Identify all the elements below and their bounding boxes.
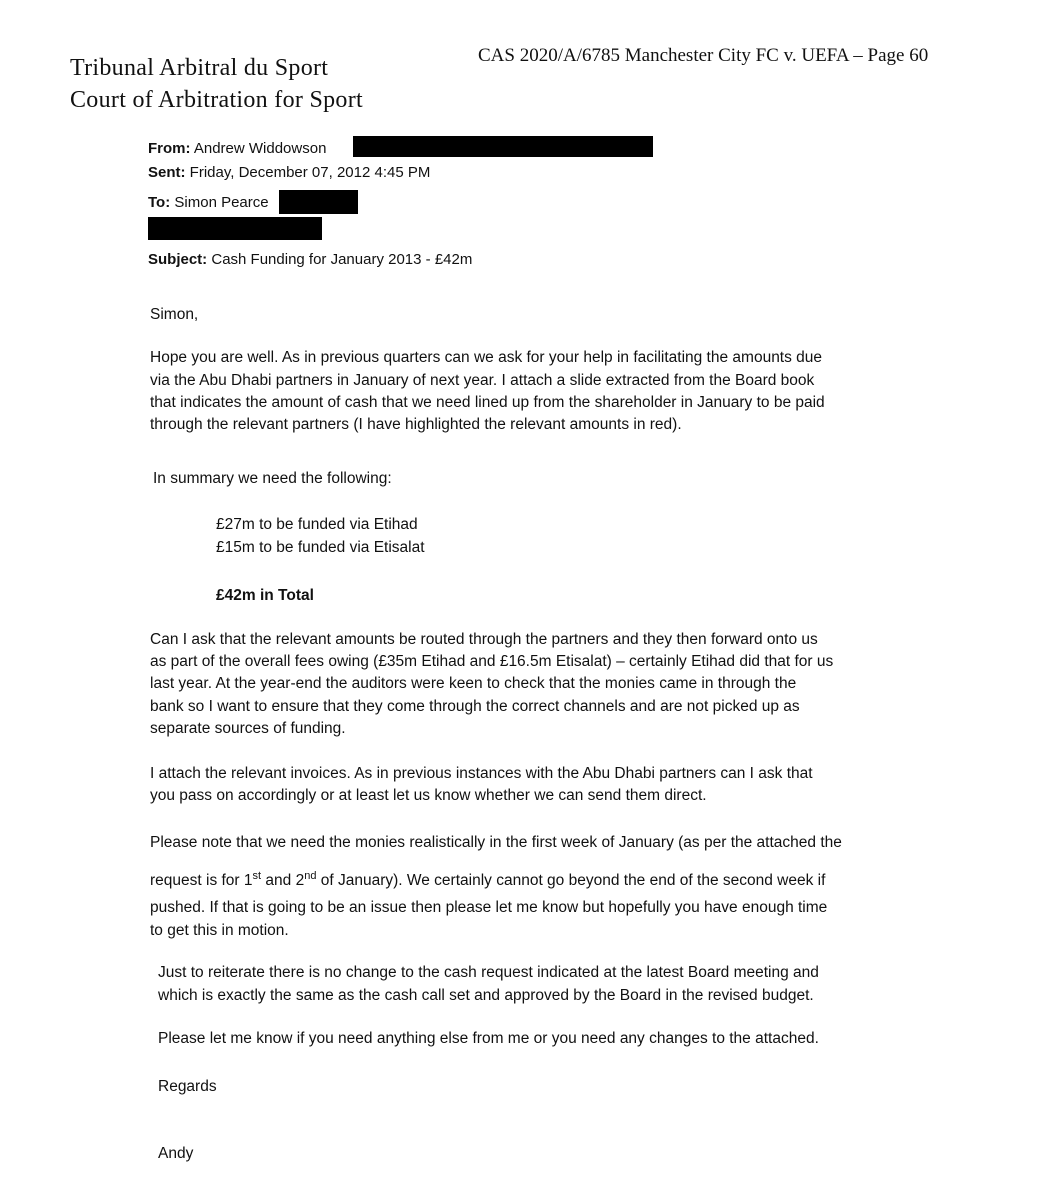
salutation: Simon,: [150, 306, 199, 323]
case-reference: CAS 2020/A/6785 Manchester City FC v. UEFA – Page 60: [478, 45, 929, 66]
p4-line-2: [150, 869, 826, 890]
p2-line-4: bank so I want to ensure that they come through the correct channels and are not picked up as: [150, 698, 800, 715]
closing: Regards: [158, 1078, 217, 1095]
p3-line-2: you pass on accordingly or at least let us know whether we can send them direct.: [150, 787, 707, 804]
p4-line-3: pushed. If that is going to be an issue then please let me know but hopefully you have enough time: [150, 899, 828, 916]
tribunal-name-english: Court of Arbitration for Sport: [70, 87, 363, 113]
p4-text-a: request is for 1: [150, 872, 253, 889]
to-value: Simon Pearce: [174, 194, 269, 211]
p4-text-c: of January). We certainly cannot go beyond the end of the second week if: [316, 872, 826, 889]
p2-line-3: last year. At the year-end the auditors were keen to check that the monies came in through the: [150, 675, 797, 692]
sent-label: Sent:: [148, 164, 186, 181]
superscript-nd: nd: [304, 869, 317, 882]
p2-line-5: separate sources of funding.: [150, 720, 346, 737]
p1-line-1: Hope you are well. As in previous quarters can we ask for your help in facilitating the amounts due: [150, 349, 823, 366]
p5-line-1: Just to reiterate there is no change to the cash request indicated at the latest Board meeting and: [158, 964, 819, 981]
tribunal-name-french: Tribunal Arbitral du Sport: [70, 55, 329, 81]
p2-line-1: Can I ask that the relevant amounts be routed through the partners and they then forward onto us: [150, 631, 818, 648]
superscript-st: st: [252, 869, 262, 882]
p6-line: Please let me know if you need anything else from me or you need any changes to the attached.: [158, 1030, 819, 1047]
email-sent-row: [148, 164, 430, 181]
redaction-cc-line: [148, 217, 322, 240]
from-label: From:: [148, 140, 191, 157]
sent-value: Friday, December 07, 2012 4:45 PM: [189, 164, 431, 181]
email-to-row: [148, 194, 269, 211]
subject-label: Subject:: [148, 251, 208, 268]
p4-text-b: and 2: [261, 872, 305, 889]
signature: Andy: [158, 1145, 194, 1162]
email-subject-row: [148, 251, 472, 268]
from-value: Andrew Widdowson: [193, 140, 327, 157]
summary-item-etihad: £27m to be funded via Etihad: [216, 516, 418, 533]
p2-line-2: as part of the overall fees owing (£35m Etihad and £16.5m Etisalat) – certainly Etihad did that for us: [150, 653, 834, 670]
to-label: To:: [148, 194, 171, 211]
p1-line-3: that indicates the amount of cash that we need lined up from the shareholder in January to be paid: [150, 394, 825, 411]
p1-line-4: through the relevant partners (I have highlighted the relevant amounts in red).: [150, 416, 682, 433]
redaction-from-email: [353, 136, 653, 157]
summary-intro: In summary we need the following:: [153, 470, 392, 487]
p4-line-1: Please note that we need the monies realistically in the first week of January (as per the attached the: [150, 834, 842, 851]
p4-line-4: to get this in motion.: [150, 922, 289, 939]
p5-line-2: which is exactly the same as the cash call set and approved by the Board in the revised budget.: [158, 987, 814, 1004]
p3-line-1: I attach the relevant invoices. As in previous instances with the Abu Dhabi partners can I ask that: [150, 765, 813, 782]
subject-value: Cash Funding for January 2013 - £42m: [211, 251, 473, 268]
p1-line-2: via the Abu Dhabi partners in January of next year. I attach a slide extracted from the Board book: [150, 372, 815, 389]
email-from-row: [148, 140, 326, 157]
summary-total: £42m in Total: [216, 587, 314, 604]
redaction-to-email: [279, 190, 358, 214]
summary-item-etisalat: £15m to be funded via Etisalat: [216, 539, 425, 556]
